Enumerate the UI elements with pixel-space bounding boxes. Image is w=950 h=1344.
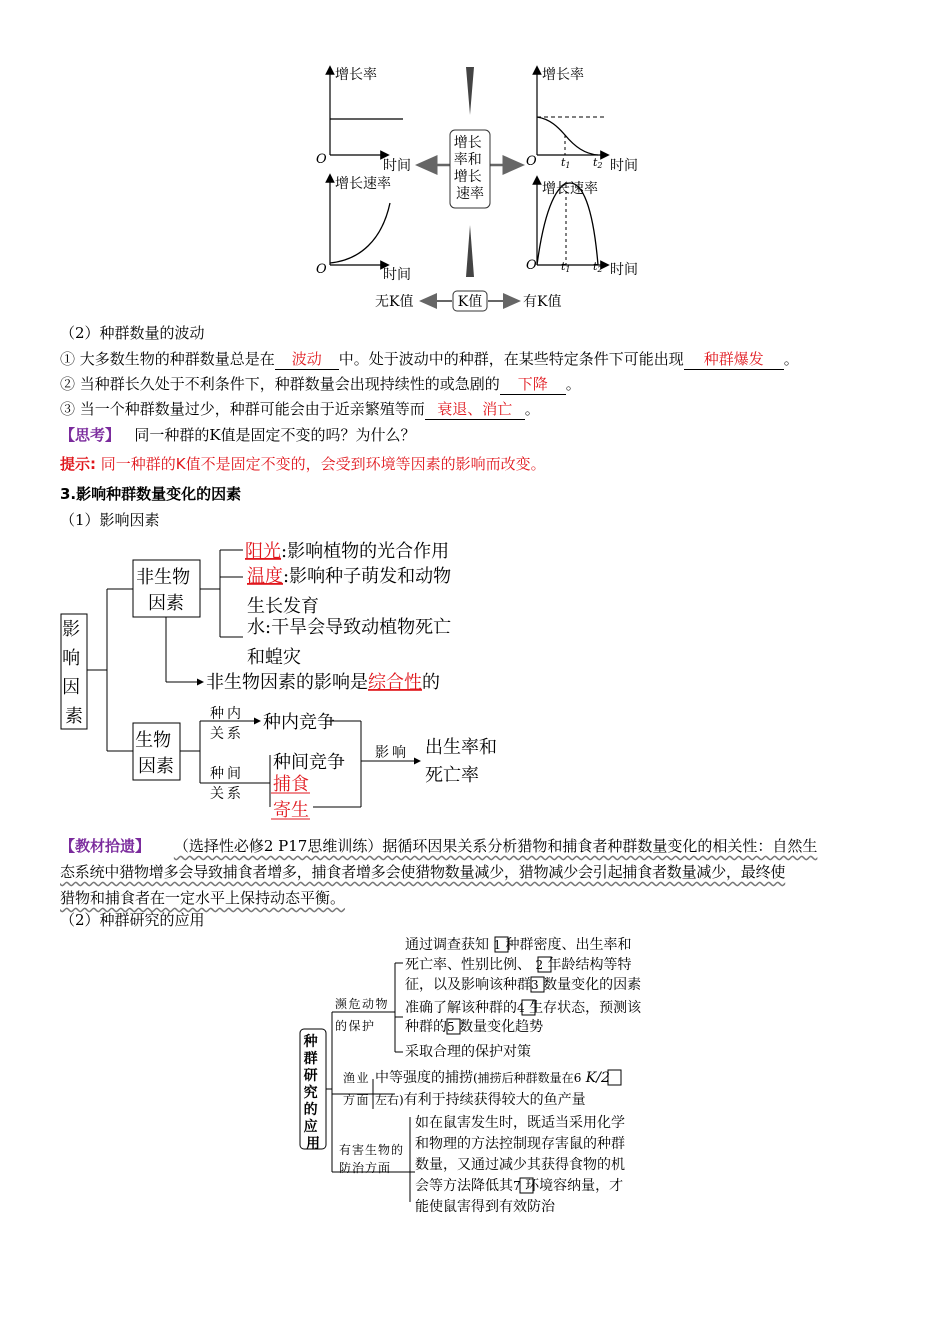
pest-line-3: 数量，又通过减少其获得食物的机 [415, 1157, 625, 1173]
application-heading: （2）种群研究的应用 [60, 911, 205, 929]
summary-line: 非生物因素的影响是综合性的 [206, 672, 440, 693]
origin-label: O [526, 154, 537, 169]
blank-decline: 下降 [500, 374, 566, 395]
graph-s-rate [526, 67, 638, 174]
endangered-label: 濒危动物 的保护 [335, 997, 390, 1033]
think-line [60, 425, 416, 445]
fishery-label: 渔业 方面 [343, 1071, 371, 1107]
graph-j-speed [316, 175, 411, 283]
hint-line [60, 454, 546, 474]
origin-label: O [526, 258, 537, 273]
inter-text-2: 捕食 [273, 774, 309, 795]
blank-fluctuate: 波动 [275, 349, 339, 370]
pest-label: 有害生物的 防治方面 [339, 1143, 405, 1175]
think-question: 同一种群的K值是固定不变的吗？为什么？ [134, 426, 416, 444]
textbook-line-3: 猎物和捕食者在一定水平上保持动态平衡。 [60, 889, 346, 907]
fluctuation-line-1: ① 大多数生物的种群数量总是在 波动 中。处于波动中的种群，在某些特定条件下可能出现 种群爆发 。 [60, 350, 799, 368]
e2-line-2: 种群的5 数量变化趋势 [405, 1019, 544, 1035]
temp-line-2: 生长发育 [247, 596, 319, 617]
graph-j-rate [316, 67, 411, 174]
textbook-line-2: 态系统中猎物增多会导致捕食者增多，捕食者增多会使猎物数量减少，猎物减少会引起捕食者数量减少，最终使 [60, 863, 786, 881]
x-label-time: 时间 [610, 158, 638, 174]
y-label-speed: 增长速率 [335, 176, 391, 192]
fishery-line-2: 左右)有利于持续获得较大的鱼产量 [375, 1092, 586, 1108]
application-diagram [295, 932, 665, 1215]
textbook-line-1: （选择性必修2 P17思维训练）据循环因果关系分析猎物和捕食者种群数量变化的相关性：自然生 [173, 837, 818, 855]
t1-label: t1 [561, 260, 571, 274]
no-k-label: 无K值 [375, 294, 414, 310]
app-root-label: 种 群 研 究 的 应 用 [303, 1034, 320, 1152]
y-label-rate: 增长率 [335, 67, 377, 83]
e1-line-2: 死亡率、性别比例、 2 年龄结构等特 [405, 957, 632, 973]
t1-label: t1 [561, 156, 571, 170]
blank-outbreak: 种群爆发 [684, 349, 784, 370]
pest-line-5: 能使鼠害得到有效防治 [415, 1199, 555, 1215]
has-k-label: 有K值 [523, 294, 562, 310]
hint-label: 提示: [60, 455, 96, 473]
sunlight-line: 阳光:影响植物的光合作用 [245, 541, 450, 562]
growth-curve-diagram [300, 55, 660, 320]
pest-line-2: 和物理的方法控制现存害鼠的种群 [415, 1136, 625, 1152]
e1-line-3: 征，以及影响该种群3 数量变化的因素 [405, 977, 642, 993]
textbook-block [60, 833, 900, 911]
center-label: 增长 率和 增长 速率 [453, 135, 484, 202]
inter-text-1: 种间竞争 [273, 752, 345, 773]
fluctuation-line-2: ② 当种群长久处于不利条件下，种群数量会出现持续性的或急剧的 下降 。 [60, 375, 581, 393]
x-label-time: 时间 [610, 262, 638, 278]
factors-subheading: （1）影响因素 [60, 511, 160, 529]
biotic-label: 生物 因素 [135, 730, 174, 777]
y-label-speed: 增长速率 [542, 181, 598, 197]
x-label-time: 时间 [383, 158, 411, 174]
temp-line: 温度:影响种子萌发和动物 [247, 566, 452, 587]
fluctuation-heading: （2）种群数量的波动 [60, 324, 205, 342]
section3-heading: 3.影响种群数量变化的因素 [60, 485, 242, 503]
result-label: 出生率和 死亡率 [425, 737, 497, 786]
t2-label: t2 [593, 260, 603, 274]
water-line: 水:干旱会导致动植物死亡 [247, 617, 452, 638]
fluctuation-line-3: ③ 当一个种群数量过少，种群可能会由于近亲繁殖等而 衰退、消亡 。 [60, 400, 540, 418]
think-label: 【思考】 [60, 426, 121, 444]
graph-s-speed [526, 180, 638, 278]
x-label-time: 时间 [383, 267, 411, 283]
k-value-label: K值 [457, 294, 483, 310]
pest-line-4: 会等方法降低其7 环境容纳量，才 [415, 1178, 624, 1194]
origin-label: O [316, 262, 327, 277]
e2-line-1: 准确了解该种群的4 生存状态，预测该 [405, 1000, 642, 1016]
blank-extinction: 衰退、消亡 [425, 399, 525, 420]
inter-label: 种间 关系 [210, 766, 244, 802]
e1-line-1: 通过调查获知 1 种群密度、出生率和 [405, 937, 632, 953]
origin-label: O [316, 152, 327, 167]
e3-line: 采取合理的保护对策 [405, 1044, 531, 1060]
water-line-2: 和蝗灾 [247, 647, 301, 668]
root-label: 影 响 因 素 [62, 619, 83, 727]
intra-text: 种内竞争 [263, 712, 335, 733]
y-label-rate: 增长率 [542, 67, 584, 83]
abiotic-label: 非生物 因素 [136, 567, 191, 614]
factors-diagram [55, 535, 515, 821]
t2-label: t2 [593, 156, 603, 170]
hint-text: 同一种群的K值不是固定不变的，会受到环境等因素的影响而改变。 [100, 455, 546, 473]
intra-label: 种内 关系 [210, 706, 244, 742]
pest-line-1: 如在鼠害发生时，既适当采用化学 [415, 1115, 625, 1131]
inter-text-3: 寄生 [273, 800, 309, 821]
affect-label: 影响 [375, 745, 409, 761]
fishery-line-1: 中等强度的捕捞(捕捞后种群数量在6 K/2 [375, 1070, 610, 1086]
textbook-label: 【教材拾遗】 [60, 837, 151, 855]
